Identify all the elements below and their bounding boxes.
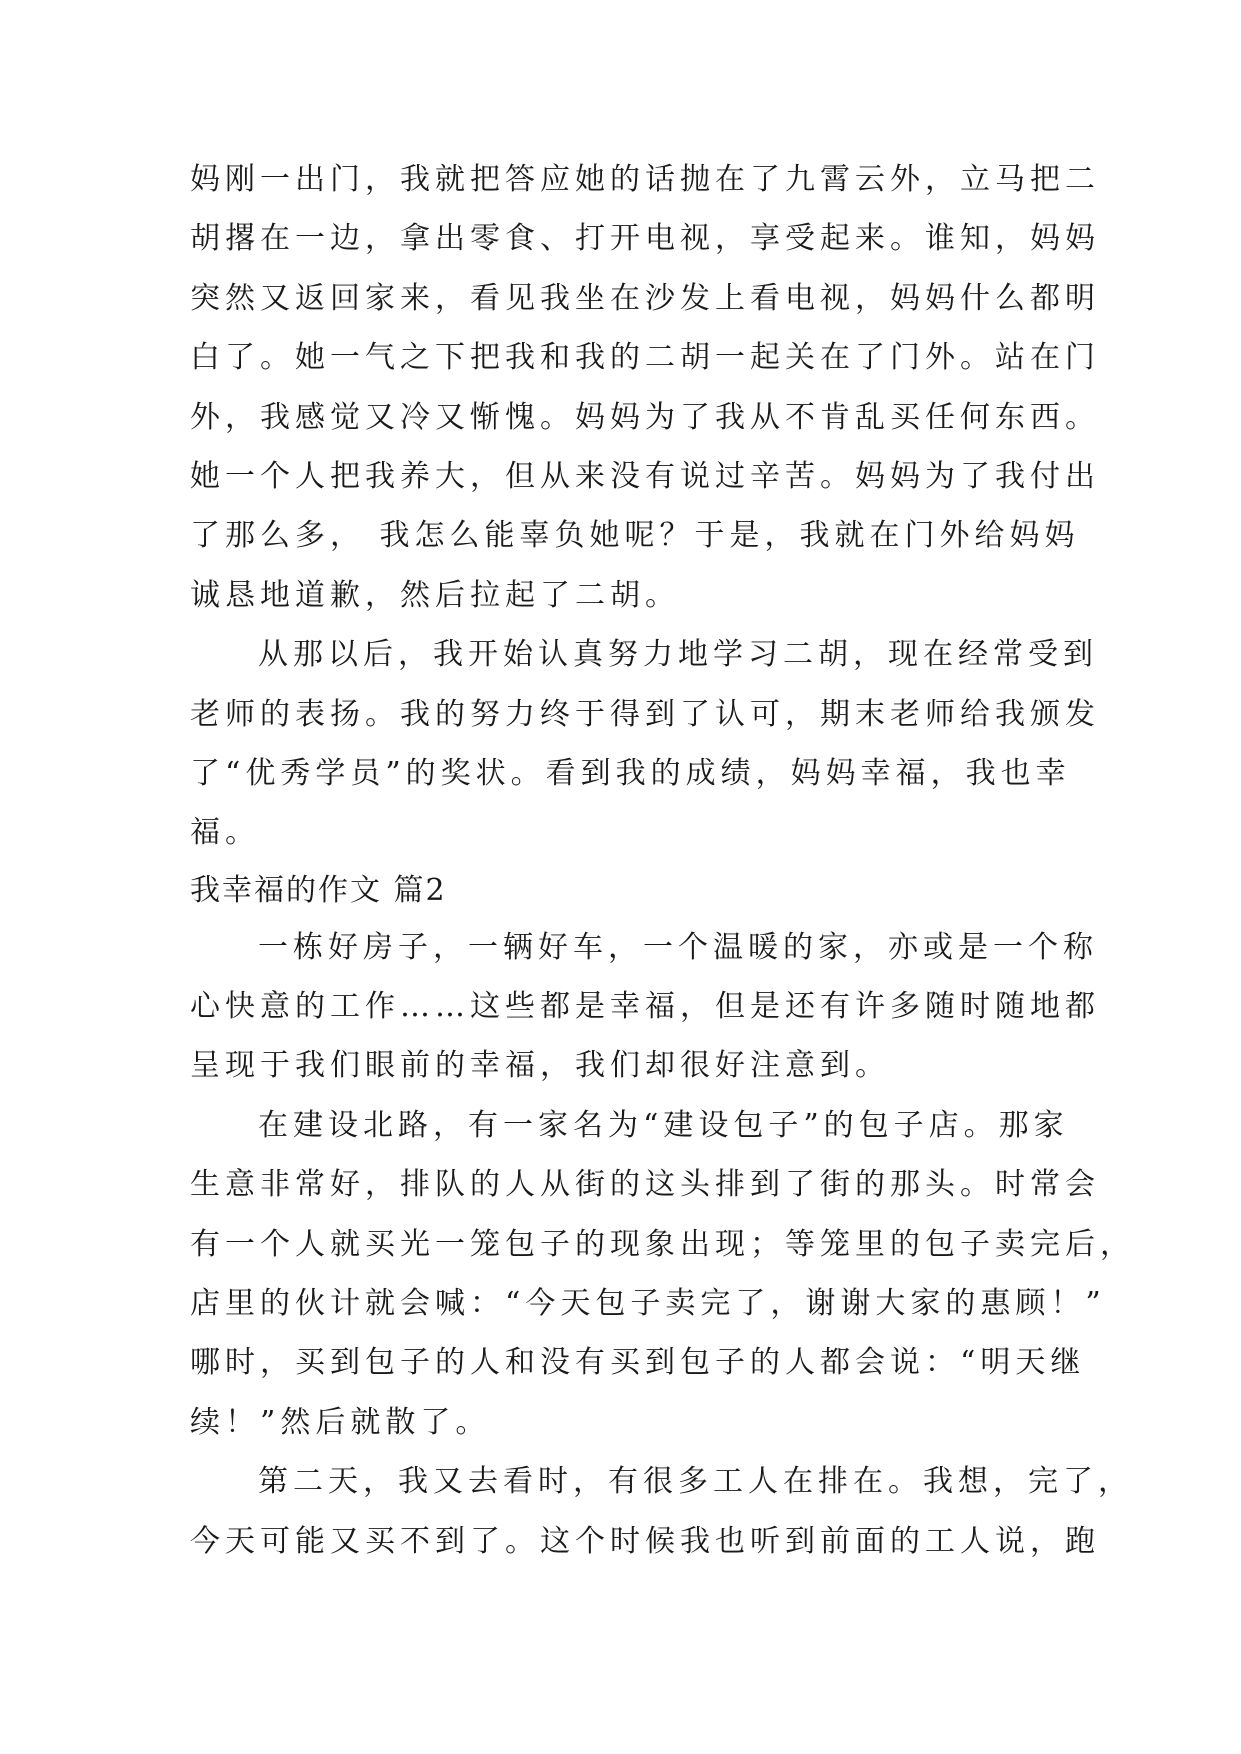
paragraph-1 (190, 150, 1100, 625)
text-line: 一栋好房子，一辆好车，一个温暖的家，亦或是一个称 (258, 929, 1098, 965)
text-line: 续！”然后就散了。 (190, 1404, 491, 1440)
text-line: 了“优秀学员”的奖状。看到我的成绩，妈妈幸福，我也幸 (190, 755, 1071, 791)
text-line: 生意非常好，排队的人从街的这头排到了街的那头。时常会 (190, 1167, 1100, 1203)
text-line: 胡撂在一边，拿出零食、打开电视，享受起来。谁知，妈妈 (190, 221, 1100, 257)
section-heading: 我幸福的作文 篇2 (190, 872, 447, 908)
text-line: 心快意的工作……这些都是幸福，但是还有许多随时随地都 (190, 989, 1100, 1025)
text-line: 有一个人就买光一笼包子的现象出现；等笼里的包子卖完后， (190, 1226, 1135, 1262)
text-line: 呈现于我们眼前的幸福，我们却很好注意到。 (190, 1048, 890, 1084)
text-line: 了那么多， 我怎么能辜负她呢？于是，我就在门外给妈妈 (190, 518, 1080, 554)
text-line: 在建设北路，有一家名为“建设包子”的包子店。那家 (258, 1107, 1069, 1143)
paragraph-2 (190, 625, 1100, 863)
text-line: 她一个人把我养大，但从来没有说过辛苦。妈妈为了我付出 (190, 458, 1100, 494)
essay-body (190, 150, 1135, 1571)
text-line: 外，我感觉又冷又惭愧。妈妈为了我从不肯乱买任何东西。 (190, 399, 1100, 435)
text-line: 哪时，买到包子的人和没有买到包子的人都会说：“明天继 (190, 1345, 1086, 1381)
text-line: 福。 (190, 815, 260, 851)
text-line: 妈刚一出门，我就把答应她的话抛在了九霄云外，立马把二 (190, 162, 1100, 197)
text-line: 突然又返回家来，看见我坐在沙发上看电视，妈妈什么都明 (190, 280, 1100, 316)
text-line: 诚恳地道歉，然后拉起了二胡。 (190, 577, 680, 613)
text-line: 今天可能又买不到了。这个时候我也听到前面的工人说，跑 (190, 1523, 1100, 1559)
paragraph-5 (190, 1452, 1133, 1571)
paragraph-3 (190, 918, 1100, 1096)
paragraph-4 (190, 1096, 1135, 1452)
text-line: 从那以后，我开始认真努力地学习二胡，现在经常受到 (258, 637, 1098, 673)
text-line: 店里的伙计就会喊：“今天包子卖完了，谢谢大家的惠顾！” (190, 1286, 1106, 1322)
text-line: 白了。她一气之下把我和我的二胡一起关在了门外。站在门 (190, 340, 1100, 376)
text-line: 老师的表扬。我的努力终于得到了认可，期末老师给我颁发 (190, 696, 1100, 732)
text-line: 第二天，我又去看时，有很多工人在排在。我想，完了， (258, 1464, 1133, 1500)
